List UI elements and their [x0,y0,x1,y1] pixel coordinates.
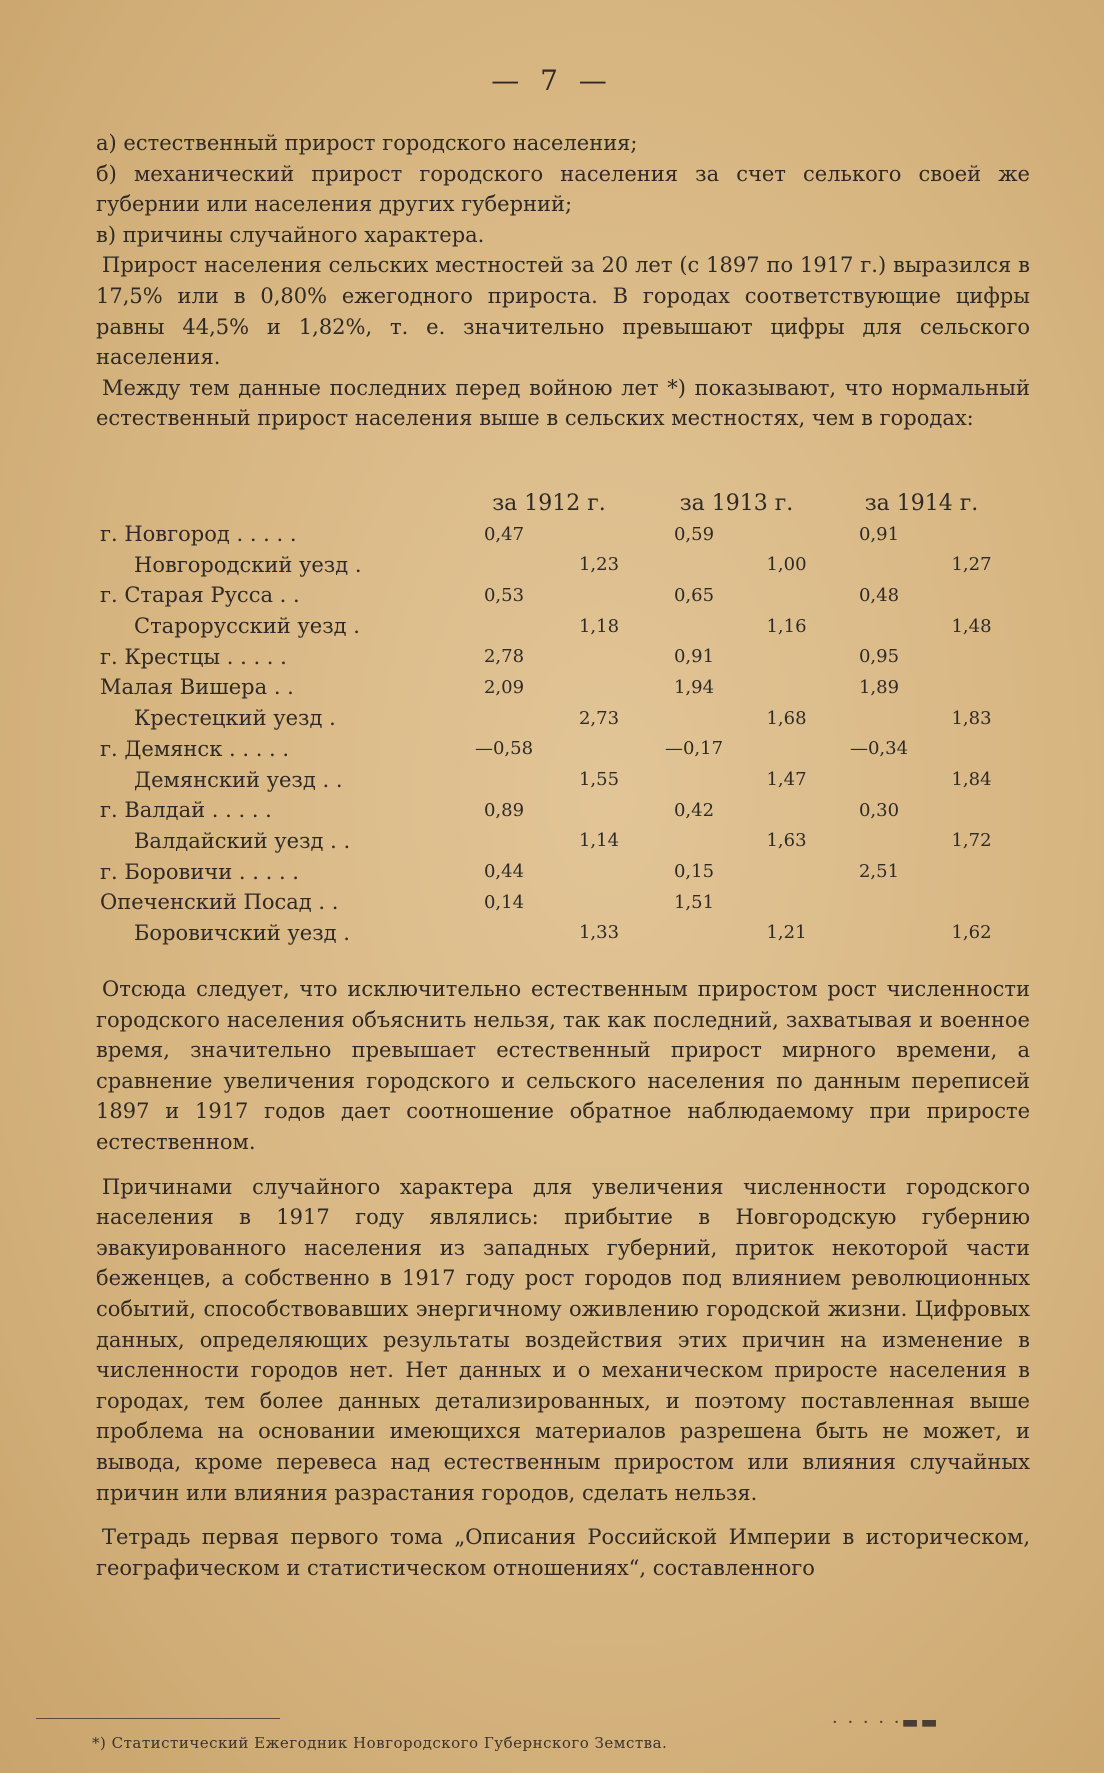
paragraph-prewar-data: Между тем данные последних перед войною лет *) показывают, что нормальный естественный прирост населения выше в сельских местностях, чем в городах: [96,375,1030,431]
row-label: Валдайский уезд . . [134,828,351,853]
table-row [100,856,1014,887]
table-cell: 0,14 [483,891,525,913]
table-cell [554,887,644,918]
row-label: Крестецкий уезд . [134,706,336,731]
paragraph-random-causes: Причинами случайного характера для увеличения численности городского населения в 1917 году являлись: прибытие в Новгородскую губернию эвакуированного населения из западных губерний, приток некоторой части беженцев, а собственно в 1917 году рост городов под влиянием революционных событий, способствовавших энергичному оживлению городской жизни. Цифровых данных, определяющих результаты воздействия этих причин на изменение в численности городов нет. Нет данных и о механическом приросте населения в городах, тем более данных детализированных, и поэтому поставленная выше проблема на основании имеющихся материалов разрешена быть не может, и вывода, кроме перевеса над естественным приростом или влияния случайных причин или влияния разрастания городов, сделать нельзя. [96,1174,1030,1505]
paragraph-growth-rates: Прирост населения сельских местностей за 20 лет (с 1897 по 1917 г.) выразился в 17,5% или в 0,80% ежегодного прироста. В городах соответствующие цифры равны 44,5% и 1,82%, т. е. значительно превышают цифры для сельского населения. [96,253,1030,370]
table-cell [929,519,1014,550]
row-label: Малая Вишера . . [100,675,294,700]
table-cell: 0,89 [483,799,525,821]
table-cell: 0,42 [673,799,715,821]
intro-item-b: б) механический прирост городского населения за счет селького своей же губернии или населения других губерний; [96,161,1030,217]
row-label: Старорусский уезд . [134,614,360,639]
table-cell: 1,33 [578,922,620,944]
table-cell [744,519,829,550]
table-cell [454,764,554,795]
table-cell [454,703,554,734]
library-stamp: · · · · ·▬▬ [832,1712,940,1733]
table-cell: 1,89 [858,676,900,698]
bottom-text-block [96,974,1030,1583]
table-cell [829,826,929,857]
table-cell: 0,15 [673,861,715,883]
table-cell [829,887,929,918]
table-cell: 1,72 [951,830,992,852]
table-cell [744,672,829,703]
table-cell: 1,14 [578,830,620,852]
row-label: г. Боровичи . . . . . [100,859,299,884]
table-cell [829,764,929,795]
table-cell [929,734,1014,765]
paragraph-conclusion: Отсюда следует, что исключительно естественным приростом рост численности городского населения объяснить нельзя, так как последний, захватывая и военное время, значительно превышает естественный прирост мирного времени, а сравнение увеличения городского и сельского населения по данным переписей 1897 и 1917 годов дает соотношение обратное наблюдаемому при приросте естественном. [96,977,1030,1154]
table-row [100,918,1014,949]
row-label: г. Валдай . . . . . [100,798,272,823]
table-row [100,703,1014,734]
table-cell [454,826,554,857]
row-label: Демянский уезд . . [134,767,343,792]
table-cell [454,611,554,642]
table-cell: —0,58 [474,738,534,760]
table-cell: 2,78 [483,646,525,668]
row-label: г. Демянск . . . . . [100,736,290,761]
table-row [100,795,1014,826]
row-label: г. Крестцы . . . . . [100,644,287,669]
table-cell [829,918,929,949]
table-cell: 1,18 [578,615,620,637]
row-label: г. Новгород . . . . . [100,522,297,547]
table-cell: 1,16 [766,615,807,637]
row-label: Боровичский уезд . [134,920,350,945]
header-1914: за 1914 г. [864,490,979,516]
table-cell [744,795,829,826]
table-cell: 0,30 [858,799,900,821]
table-cell: 1,63 [766,830,807,852]
table-row [100,580,1014,611]
table-row [100,764,1014,795]
table-cell [644,764,744,795]
table-cell: 0,65 [673,584,715,606]
header-1912: за 1912 г. [492,490,606,516]
table-row [100,641,1014,672]
table-cell [744,856,829,887]
table-cell [744,887,829,918]
table-cell [829,703,929,734]
table-row [100,734,1014,765]
table-cell: 0,48 [858,584,900,606]
table-cell [454,918,554,949]
table-cell: 1,47 [766,769,807,791]
table-cell: 0,95 [858,646,900,668]
table-cell [929,795,1014,826]
table-cell [554,580,644,611]
table-cell [554,856,644,887]
table-cell [644,611,744,642]
table-cell [929,887,1014,918]
footnote-divider [36,1718,280,1719]
table-cell: —0,17 [664,738,724,760]
table-cell [454,549,554,580]
table-cell [929,580,1014,611]
table-row [100,887,1014,918]
table-cell: 1,27 [951,554,992,576]
table-cell [929,856,1014,887]
table-cell: 0,91 [858,523,900,545]
table-row [100,611,1014,642]
table-cell [744,641,829,672]
table-cell: 1,48 [951,615,992,637]
row-label: Опеченский Посад . . [100,890,339,915]
table-cell: 1,23 [578,554,620,576]
table-cell: 0,91 [673,646,715,668]
natural-growth-table [100,488,1014,948]
top-text-block [96,128,1030,434]
table-cell [829,611,929,642]
table-cell [554,641,644,672]
table-cell: 1,68 [766,707,807,729]
table-cell [829,549,929,580]
footnote: *) Статистический Ежегодник Новгородского Губернского Земства. [92,1734,668,1752]
table-row [100,672,1014,703]
table-cell [644,918,744,949]
table-cell: 1,51 [673,891,715,913]
table-cell: 2,51 [858,861,900,883]
page-number: — 7 — [491,64,613,97]
table-cell: 1,94 [673,676,715,698]
table-row [100,826,1014,857]
header-1913: за 1913 г. [679,490,794,516]
table-cell: 1,62 [951,922,992,944]
table-cell: 1,21 [766,922,807,944]
table-cell [644,826,744,857]
table-cell: 0,47 [483,523,525,545]
table-cell [554,734,644,765]
table-cell: 1,84 [951,769,992,791]
table-header-row [100,488,1014,519]
table-cell [644,703,744,734]
intro-item-a: а) естественный прирост городского населения; [96,131,638,155]
row-label: Новгородский уезд . [134,552,362,577]
table-cell [644,549,744,580]
table-cell: 1,00 [766,554,807,576]
table-cell [929,641,1014,672]
table-row [100,519,1014,550]
table-cell: 2,09 [483,676,525,698]
intro-item-c: в) причины случайного характера. [96,222,485,247]
table-cell: 1,83 [951,707,992,729]
table-row [100,549,1014,580]
table-cell: 2,73 [578,707,620,729]
paragraph-description-volume: Тетрадь первая первого тома „Описания Российской Империи в историческом, географическом и статистическом отношениях“, составленного [96,1525,1030,1580]
table-cell [929,672,1014,703]
table-cell [744,580,829,611]
table-cell: 0,59 [673,523,715,545]
table-cell: 0,53 [483,584,525,606]
table-cell [744,734,829,765]
row-label: г. Старая Русса . . [100,583,300,608]
table-cell [554,795,644,826]
table-cell [554,519,644,550]
table-cell: —0,34 [849,738,909,760]
table-cell: 1,55 [578,769,620,791]
table-cell [554,672,644,703]
table-cell: 0,44 [483,861,525,883]
